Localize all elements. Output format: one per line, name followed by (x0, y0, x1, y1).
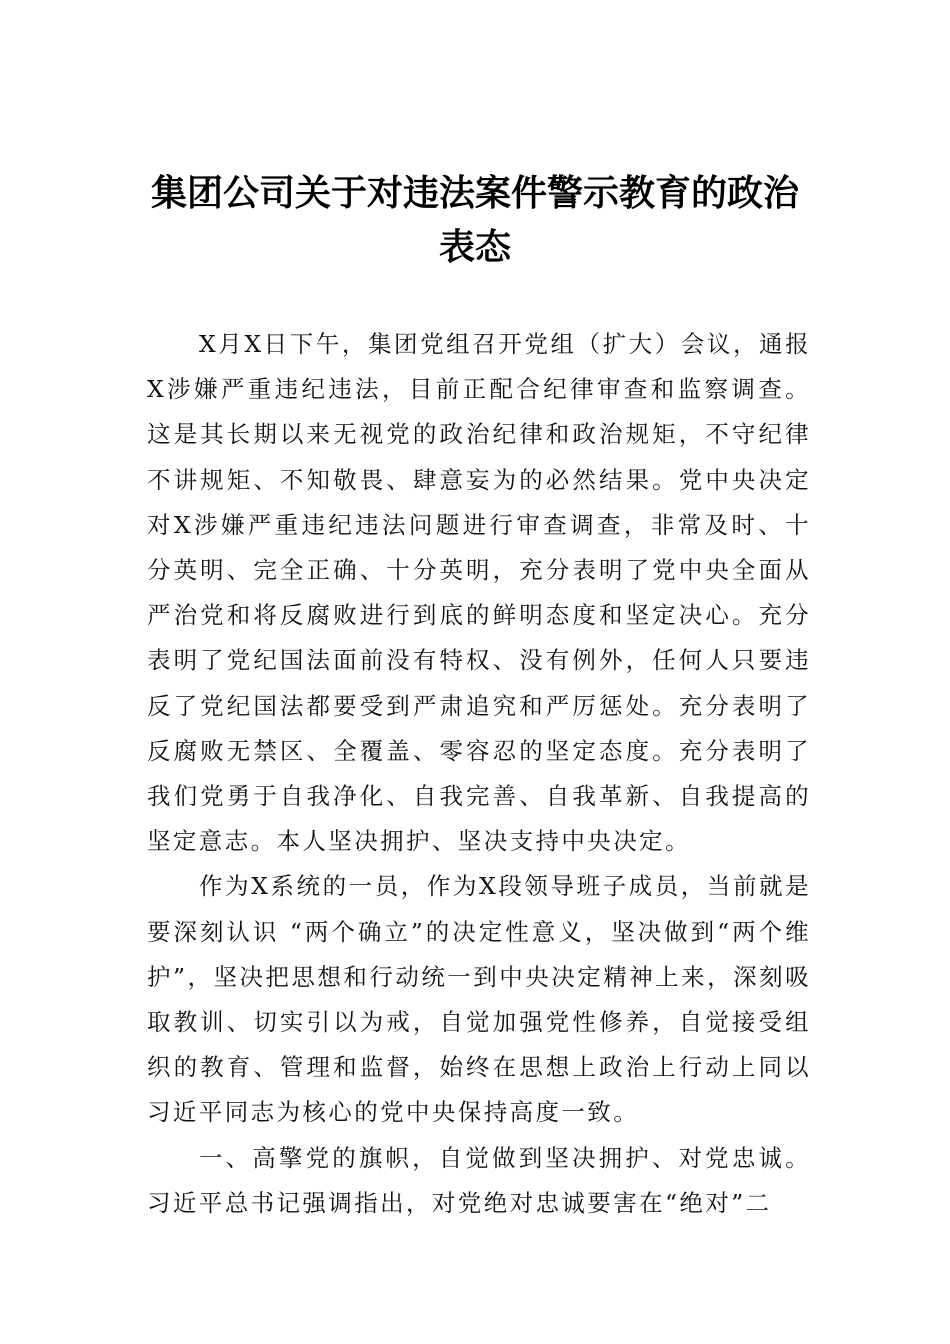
document-title (100, 166, 850, 274)
title-line-1: 集团公司关于对违法案件警示教育的政治 (150, 172, 799, 214)
title-line-2: 表态 (438, 226, 511, 268)
paragraph-1: X月X日下午，集团党组召开党组（扩大）会议，通报X涉嫌严重违纪违法，目前正配合纪律审查和监察调查。这是其长期以来无视党的政治纪律和政治规矩，不守纪律不讲规矩、不知敬畏、肆意妄为的必然结果。党中央决定对X涉嫌严重违纪违法问题进行审查调查，非常及时、十分英明、完全正确、十分英明，充分表明了党中央全面从严治党和将反腐败进行到底的鲜明态度和坚定决心。充分表明了党纪国法面前没有特权、没有例外，任何人只要违反了党纪国法都要受到严肃追究和严厉惩处。充分表明了反腐败无禁区、全覆盖、零容忍的坚定态度。充分表明了我们党勇于自我净化、自我完善、自我革新、自我提高的坚定意志。本人坚决拥护、坚决支持中央决定。 (147, 330, 811, 856)
paragraph-3: 一、高擎党的旗帜，自觉做到坚决拥护、对党忠诚。习近平总书记强调指出，对党绝对忠诚要害在“绝对”二 (147, 1143, 811, 1217)
paragraph-2: 作为X系统的一员，作为X段领导班子成员，当前就是要深刻认识 “两个确立”的决定性意义，坚决做到“两个维护”，坚决把思想和行动统一到中央决定精神上来，深刻吸取教训、切实引以为戒，自觉加强党性修养，自觉接受组织的教育、管理和监督，始终在思想上政治上行动上同以习近平同志为核心的党中央保持高度一致。 (147, 872, 811, 1127)
document-body (147, 322, 811, 1226)
